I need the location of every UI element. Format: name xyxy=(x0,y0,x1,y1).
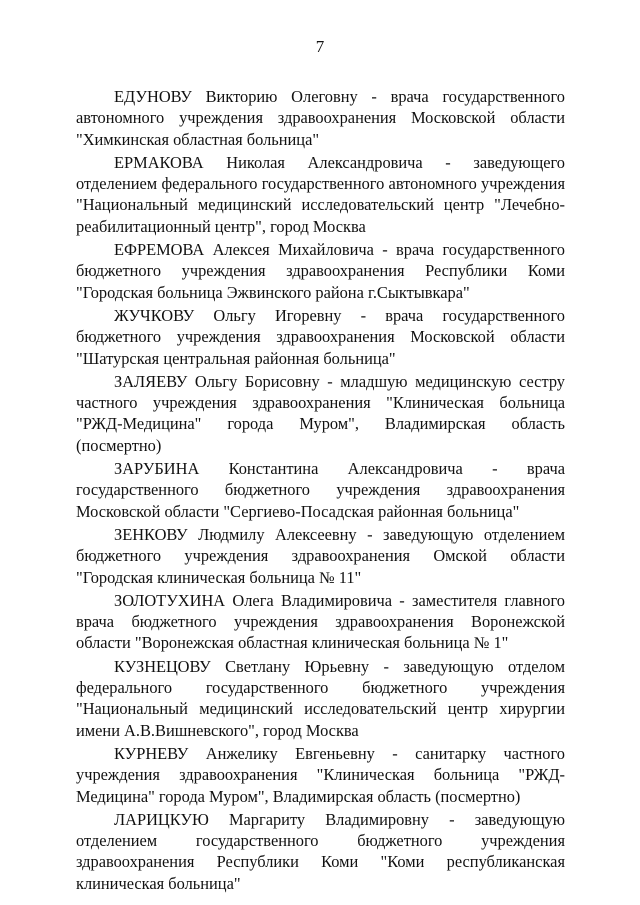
list-item: ЕРМАКОВА Николая Александровича - заведующего отделением федерального государственного автономного учреждения "Национальный медицинский исследовательский центр "Лечебно-реабилитационный центр", город Москва xyxy=(76,152,565,236)
list-item: ЗАЛЯЕВУ Ольгу Борисовну - младшую медицинскую сестру частного учреждения здравоохранения "Клиническая больница "РЖД-Медицина" города Муром", Владимирская область (посмертно) xyxy=(76,371,565,455)
list-item: ЗЕНКОВУ Людмилу Алексеевну - заведующую отделением бюджетного учреждения здравоохранения Омской области "Городская клиническая больница № 11" xyxy=(76,524,565,587)
list-item: КУРНЕВУ Анжелику Евгеньевну - санитарку частного учреждения здравоохранения "Клиническая больница "РЖД-Медицина" города Муром", Владимирская область (посмертно) xyxy=(76,743,565,806)
list-item: ЖУЧКОВУ Ольгу Игоревну - врача государственного бюджетного учреждения здравоохранения Московской области "Шатурская центральная районная больница" xyxy=(76,305,565,368)
list-item: ЗАРУБИНА Константина Александровича - врача государственного бюджетного учреждения здравоохранения Московской области "Сергиево-Посадская районная больница" xyxy=(76,459,565,521)
page-number: 7 xyxy=(315,37,325,56)
list-item: КУЗНЕЦОВУ Светлану Юрьевну - заведующую отделом федерального государственного бюджетного учреждения "Национальный медицинский исследовательский центр хирургии имени А.В.Вишневского", город Москва xyxy=(76,656,565,740)
list-item: ЕФРЕМОВА Алексея Михайловича - врача государственного бюджетного учреждения здравоохранения Республики Коми "Городская больница Эжвинского района г.Сыктывкара" xyxy=(76,240,565,302)
list-item: ЛАРИЦКУЮ Маргариту Владимировну - заведующую отделением государственного бюджетного учреждения здравоохранения Республики Коми "Коми республиканская клиническая больница" xyxy=(76,809,565,893)
award-list xyxy=(76,86,565,894)
list-item: ЕДУНОВУ Викторию Олеговну - врача государственного автономного учреждения здравоохранения Московской области "Химкинская областная больница" xyxy=(76,87,565,149)
list-item: ЗОЛОТУХИНА Олега Владимировича - заместителя главного врача бюджетного учреждения здравоохранения Воронежской области "Воронежская областная клиническая больница № 1" xyxy=(76,590,565,653)
